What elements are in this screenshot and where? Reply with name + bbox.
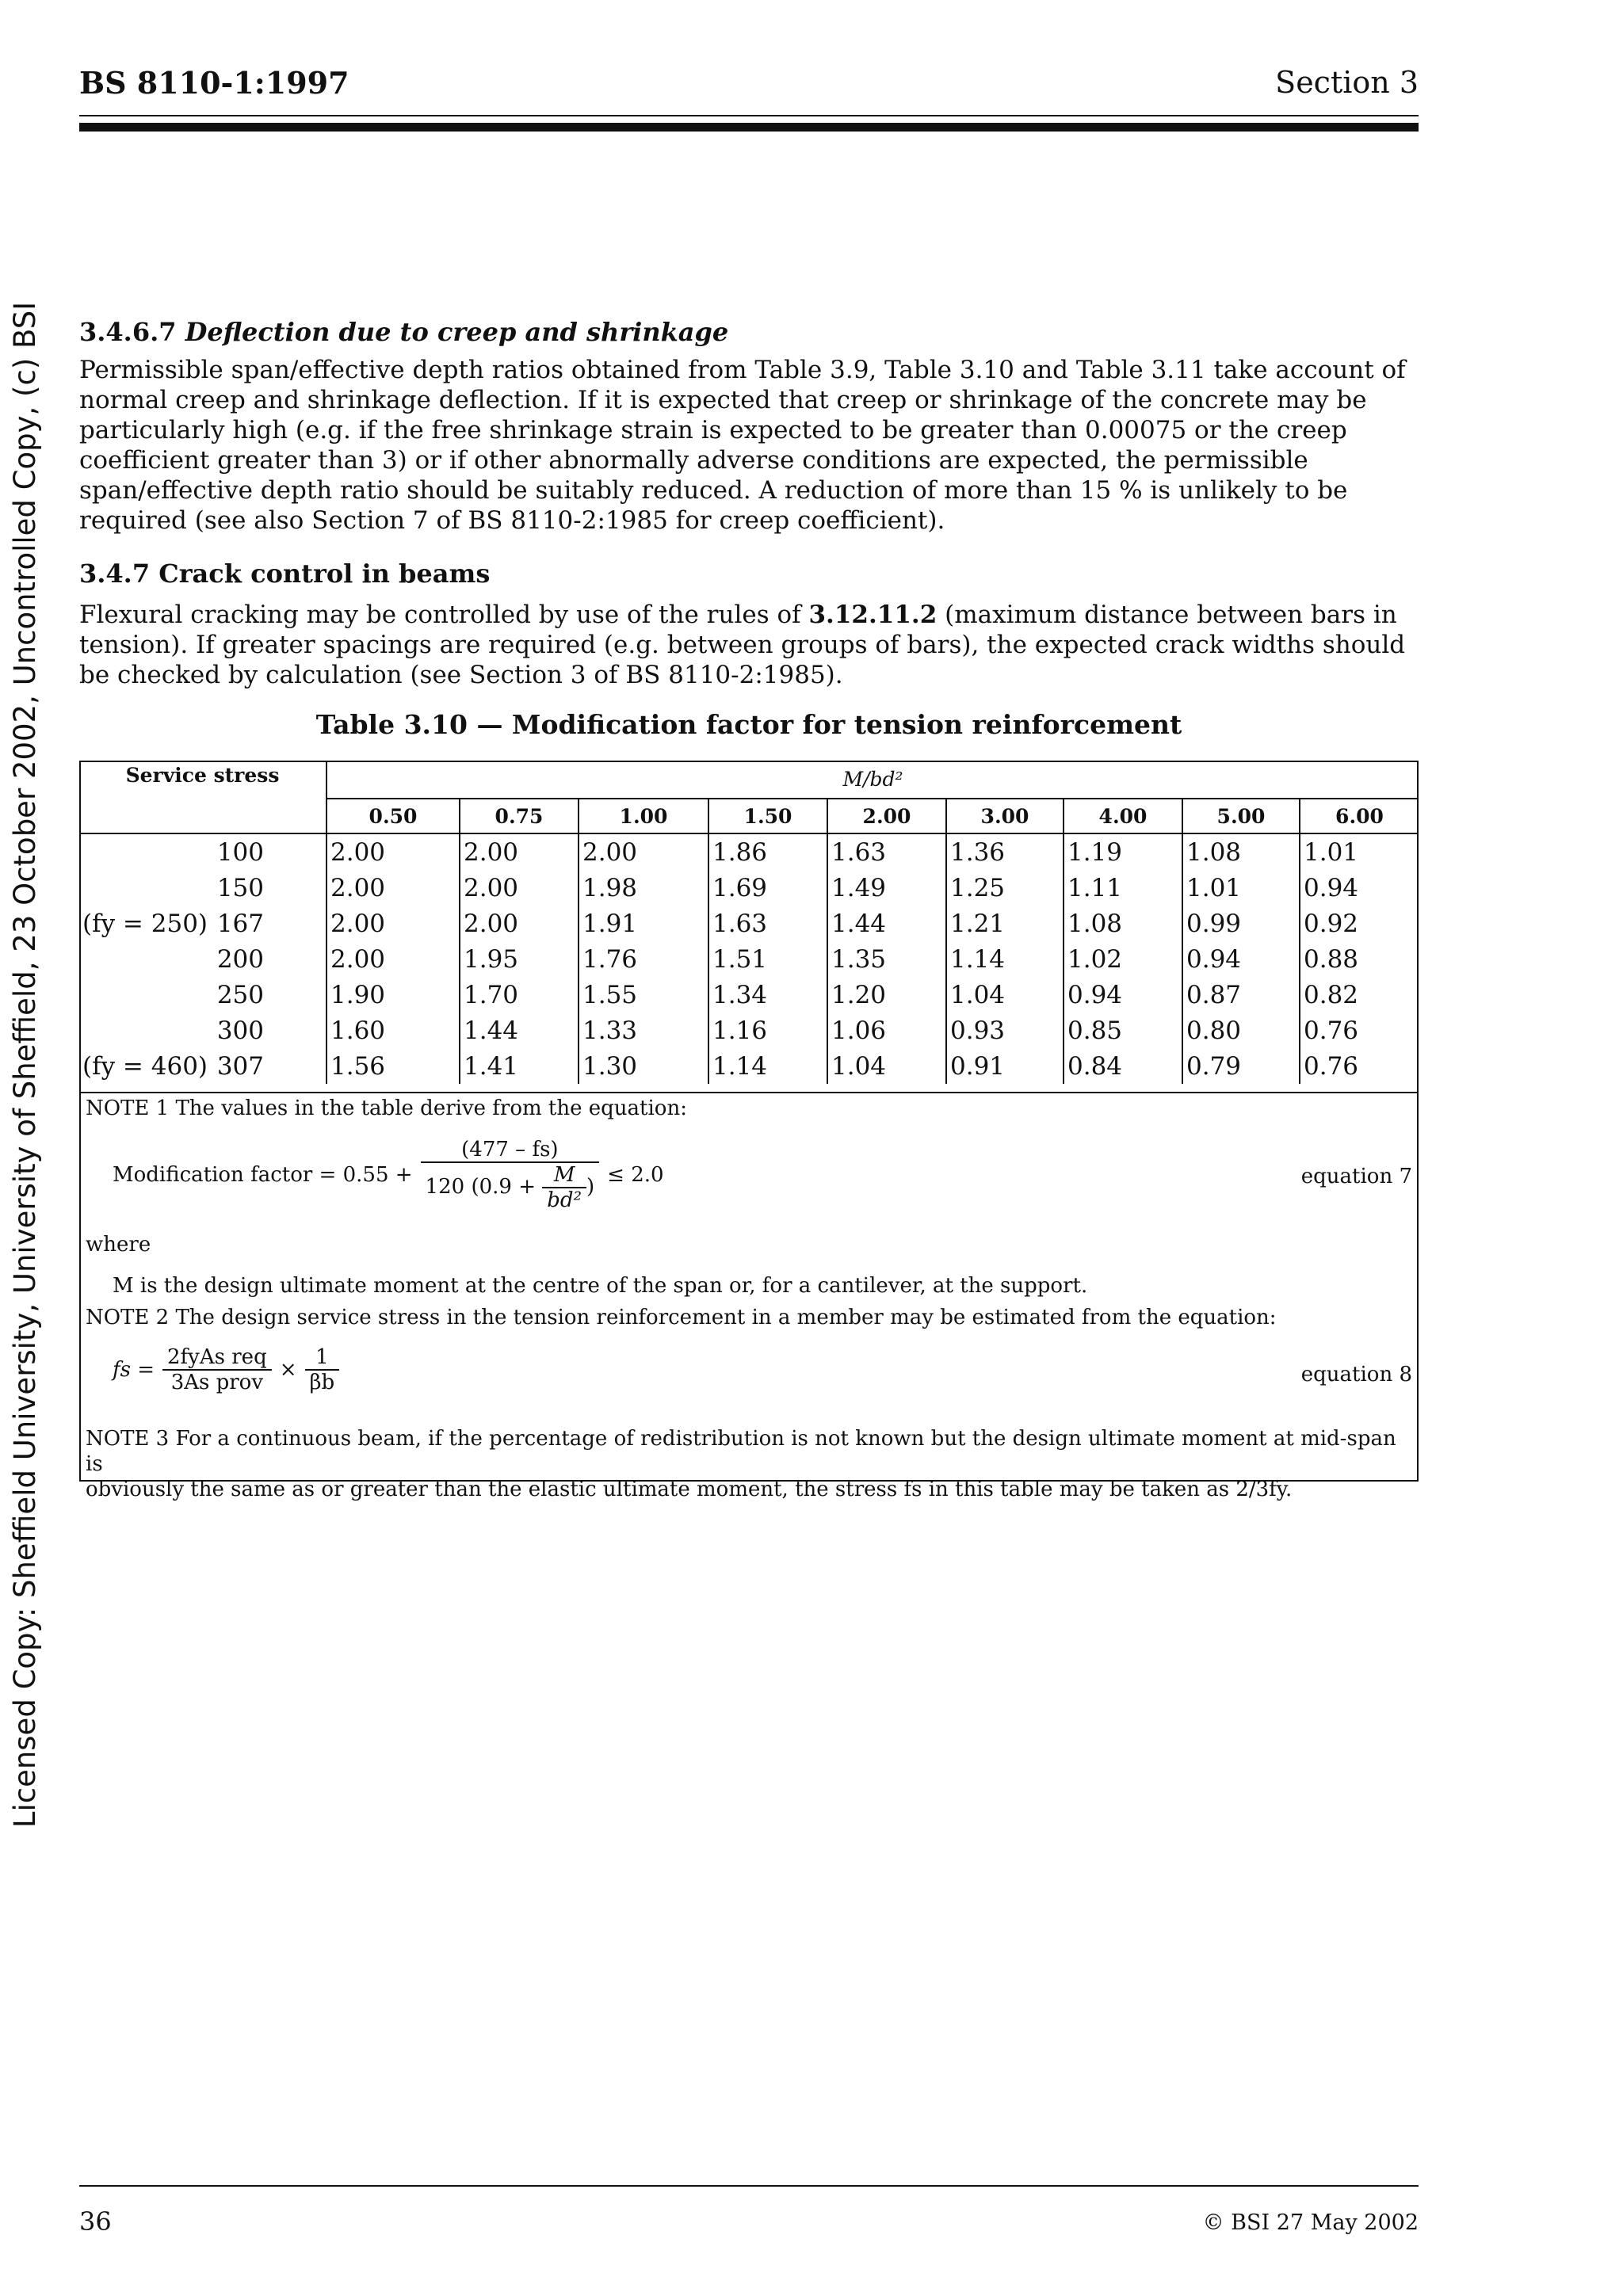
modification-factor-cell: 1.56 (327, 1048, 460, 1084)
modification-factor-cell: 0.80 (1182, 1013, 1300, 1048)
license-watermark: Licensed Copy: Sheffield University, University of Sheffield, 23 October 2002, Uncontrolled Copy, (c) BSI (8, 301, 42, 1829)
modification-factor-cell: 1.04 (946, 977, 1064, 1013)
section-3467-line: Permissible span/effective depth ratios obtained from Table 3.9, Table 3.10 and Table 3.11 take account of (79, 356, 1406, 384)
modification-factor-cell: 1.33 (579, 1013, 708, 1048)
note-1: NOTE 1 The values in the table derive from the equation: (86, 1097, 687, 1120)
modification-factor-cell: 1.76 (579, 941, 708, 977)
modification-factor-cell: 1.14 (708, 1048, 827, 1084)
modification-factor-cell: 1.69 (708, 870, 827, 906)
ratio-column-header: 0.75 (460, 799, 579, 833)
modification-factor-cell: 1.20 (827, 977, 946, 1013)
service-stress-value: 100 (216, 837, 264, 867)
eq7-inner-den: bd² (547, 1188, 582, 1212)
ratio-column-header: 3.00 (946, 799, 1064, 833)
service-stress-cell (79, 870, 327, 906)
header-rule-thick (79, 123, 1419, 132)
eq7-denominator: 120 (0.9 + $\frac{M}{\text{bd²}}$ ) (425, 1163, 595, 1212)
where-label: where (86, 1233, 151, 1257)
service-stress-value: 250 (216, 980, 264, 1009)
section-3467 (79, 317, 1426, 536)
section-3467-number: 3.4.6.7 (79, 317, 177, 347)
modification-factor-cell: 1.55 (579, 977, 708, 1013)
ratio-column-header: 1.00 (579, 799, 708, 833)
ratio-column-header: 4.00 (1064, 799, 1182, 833)
note-3 (86, 1426, 1412, 1502)
modification-factor-cell: 1.70 (460, 977, 579, 1013)
service-stress-header: Service stress (125, 764, 280, 787)
yield-strength-label: (fy = 250) (82, 909, 208, 938)
modification-factor-cell: 0.91 (946, 1048, 1064, 1084)
eq8-numerator-2: 1 (305, 1345, 340, 1371)
yield-strength-label: (fy = 460) (82, 1051, 208, 1081)
section-347-line (79, 600, 1426, 630)
section-347 (79, 559, 1426, 690)
modification-factor-table (79, 761, 1419, 1084)
equation-8-label: equation 8 (1300, 1363, 1412, 1386)
ratio-column-header: 1.50 (708, 799, 827, 833)
service-stress-cell (79, 977, 327, 1013)
service-stress-cell (79, 833, 327, 870)
eq8-denominator-2: βb (309, 1371, 335, 1394)
header-standard-number: BS 8110-1:1997 (79, 65, 349, 101)
modification-factor-cell: 2.00 (460, 906, 579, 941)
modification-factor-cell: 1.21 (946, 906, 1064, 941)
modification-factor-cell: 1.98 (579, 870, 708, 906)
ratio-column-header: 0.50 (327, 799, 460, 833)
modification-factor-cell: 1.19 (1064, 833, 1182, 870)
table-row (79, 977, 1419, 1013)
modification-factor-cell: 1.86 (708, 833, 827, 870)
table-row (79, 941, 1419, 977)
eq8-fraction-2 (305, 1345, 340, 1394)
modification-factor-cell: 0.94 (1300, 870, 1419, 906)
eq7-numerator: (477 – fs) (421, 1138, 600, 1163)
modification-factor-cell: 1.51 (708, 941, 827, 977)
table-row (79, 1013, 1419, 1048)
modification-factor-cell: 0.76 (1300, 1013, 1419, 1048)
table-row (79, 906, 1419, 941)
service-stress-cell (79, 941, 327, 977)
ratio-column-header: 5.00 (1182, 799, 1300, 833)
text-run: (maximum distance between bars in (937, 601, 1397, 629)
equation-8 (113, 1345, 339, 1394)
ratio-column-header: 6.00 (1300, 799, 1419, 833)
section-347-line: be checked by calculation (see Section 3 of BS 8110-2:1985). (79, 661, 843, 689)
service-stress-cell (79, 1048, 327, 1084)
modification-factor-cell: 1.63 (827, 833, 946, 870)
modification-factor-cell: 1.04 (827, 1048, 946, 1084)
modification-factor-cell: 1.41 (460, 1048, 579, 1084)
service-stress-cell (79, 906, 327, 941)
section-3467-line: particularly high (e.g. if the free shrinkage strain is expected to be greater than 0.00075 or the creep (79, 416, 1347, 444)
modification-factor-cell: 0.87 (1182, 977, 1300, 1013)
section-3467-line: coefficient greater than 3) or if other abnormally adverse conditions are expected, the permissible (79, 446, 1308, 475)
service-stress-value: 167 (216, 909, 264, 938)
equation-7-label: equation 7 (1300, 1165, 1412, 1188)
table-row (79, 833, 1419, 870)
modification-factor-cell: 2.00 (579, 833, 708, 870)
service-stress-cell (79, 1013, 327, 1048)
modification-factor-cell: 1.11 (1064, 870, 1182, 906)
eq8-denominator: 3As prov (170, 1371, 264, 1394)
modification-factor-cell: 0.88 (1300, 941, 1419, 977)
eq8-lhs: fs = (113, 1358, 155, 1382)
modification-factor-cell: 2.00 (460, 833, 579, 870)
modification-factor-cell: 1.35 (827, 941, 946, 977)
equation-7 (113, 1138, 664, 1212)
modification-factor-cell: 1.16 (708, 1013, 827, 1048)
modification-factor-cell: 1.44 (460, 1013, 579, 1048)
copyright: © BSI 27 May 2002 (1202, 2210, 1419, 2235)
eq8-fraction (162, 1345, 272, 1394)
modification-factor-cell: 1.06 (827, 1013, 946, 1048)
modification-factor-cell: 0.93 (946, 1013, 1064, 1048)
modification-factor-cell: 1.49 (827, 870, 946, 906)
modification-factor-cell: 2.00 (327, 941, 460, 977)
modification-factor-cell: 2.00 (327, 906, 460, 941)
modification-factor-cell: 0.84 (1064, 1048, 1182, 1084)
modification-factor-cell: 0.85 (1064, 1013, 1182, 1048)
page-number: 36 (79, 2206, 112, 2237)
modification-factor-cell: 0.94 (1064, 977, 1182, 1013)
eq7-lhs: Modification factor = 0.55 + (113, 1163, 413, 1187)
section-3467-heading (79, 317, 1426, 347)
section-347-line: tension). If greater spacings are required (e.g. between groups of bars), the expected crack widths should (79, 631, 1406, 659)
modification-factor-cell: 1.90 (327, 977, 460, 1013)
modification-factor-cell: 1.60 (327, 1013, 460, 1048)
modification-factor-cell: 2.00 (327, 833, 460, 870)
modification-factor-cell: 1.02 (1064, 941, 1182, 977)
header-section: Section 3 (1275, 65, 1419, 100)
header-rule-thin (79, 115, 1419, 116)
ratio-header: M/bd² (327, 761, 1419, 799)
eq7-inner-num: M (542, 1163, 586, 1188)
service-stress-value: 300 (216, 1016, 264, 1045)
modification-factor-cell: 1.34 (708, 977, 827, 1013)
modification-factor-cell: 1.63 (708, 906, 827, 941)
table-title: Table 3.10 — Modification factor for tension reinforcement (315, 709, 1182, 740)
service-stress-value: 200 (216, 944, 264, 974)
modification-factor-cell: 1.95 (460, 941, 579, 977)
modification-factor-cell: 2.00 (327, 870, 460, 906)
modification-factor-cell: 0.76 (1300, 1048, 1419, 1084)
footer-rule (79, 2185, 1419, 2187)
eq8-times: × (279, 1358, 297, 1382)
modification-factor-cell: 1.91 (579, 906, 708, 941)
service-stress-value: 307 (216, 1051, 264, 1081)
modification-factor-cell: 1.14 (946, 941, 1064, 977)
eq7-rhs: ≤ 2.0 (607, 1163, 664, 1187)
table-notes (79, 1093, 1419, 1501)
note-3-line: NOTE 3 For a continuous beam, if the percentage of redistribution is not known but the design ultimate moment at mid-span is (86, 1427, 1396, 1476)
table-row (79, 1048, 1419, 1084)
eq7-fraction (421, 1138, 600, 1212)
text-run: Flexural cracking may be controlled by use of the rules of (79, 601, 809, 629)
modification-factor-cell: 1.30 (579, 1048, 708, 1084)
blank-header-cell (79, 799, 327, 833)
note-2: NOTE 2 The design service stress in the tension reinforcement in a member may be estimated from the equation: (86, 1306, 1277, 1329)
eq7-inner-fraction (542, 1163, 586, 1212)
modification-factor-cell: 0.94 (1182, 941, 1300, 977)
note-3-line: obviously the same as or greater than the elastic ultimate moment, the stress fs in this table may be taken as 2/3fy. (86, 1478, 1293, 1501)
modification-factor-cell: 1.25 (946, 870, 1064, 906)
section-3467-line: required (see also Section 7 of BS 8110-2:1985 for creep coefficient). (79, 506, 945, 535)
clause-reference: 3.12.11.2 (808, 601, 938, 629)
section-347-heading: 3.4.7 Crack control in beams (79, 559, 491, 589)
table-row (79, 870, 1419, 906)
modification-factor-cell: 0.82 (1300, 977, 1419, 1013)
eq7-den-coefficient: 120 (425, 1175, 465, 1199)
modification-factor-cell: 1.01 (1182, 870, 1300, 906)
modification-factor-cell: 0.92 (1300, 906, 1419, 941)
service-stress-value: 150 (216, 873, 264, 902)
modification-factor-cell: 1.01 (1300, 833, 1419, 870)
section-3467-line: span/effective depth ratio should be suitably reduced. A reduction of more than 15 % is unlikely to be (79, 476, 1348, 505)
modification-factor-cell: 1.36 (946, 833, 1064, 870)
modification-factor-cell: 1.44 (827, 906, 946, 941)
eq8-numerator: 2fyAs req (162, 1345, 272, 1371)
modification-factor-cell: 2.00 (460, 870, 579, 906)
section-3467-title: Deflection due to creep and shrinkage (185, 317, 729, 347)
modification-factor-cell: 1.08 (1182, 833, 1300, 870)
modification-factor-cell: 0.79 (1182, 1048, 1300, 1084)
modification-factor-cell: 0.99 (1182, 906, 1300, 941)
eq7-den-term: 0.9 + (479, 1175, 537, 1199)
modification-factor-cell: 1.08 (1064, 906, 1182, 941)
section-3467-line: normal creep and shrinkage deflection. If it is expected that creep or shrinkage of the concrete may be (79, 386, 1367, 414)
ratio-column-header: 2.00 (827, 799, 946, 833)
m-definition: M is the design ultimate moment at the centre of the span or, for a cantilever, at the support. (113, 1274, 1088, 1298)
